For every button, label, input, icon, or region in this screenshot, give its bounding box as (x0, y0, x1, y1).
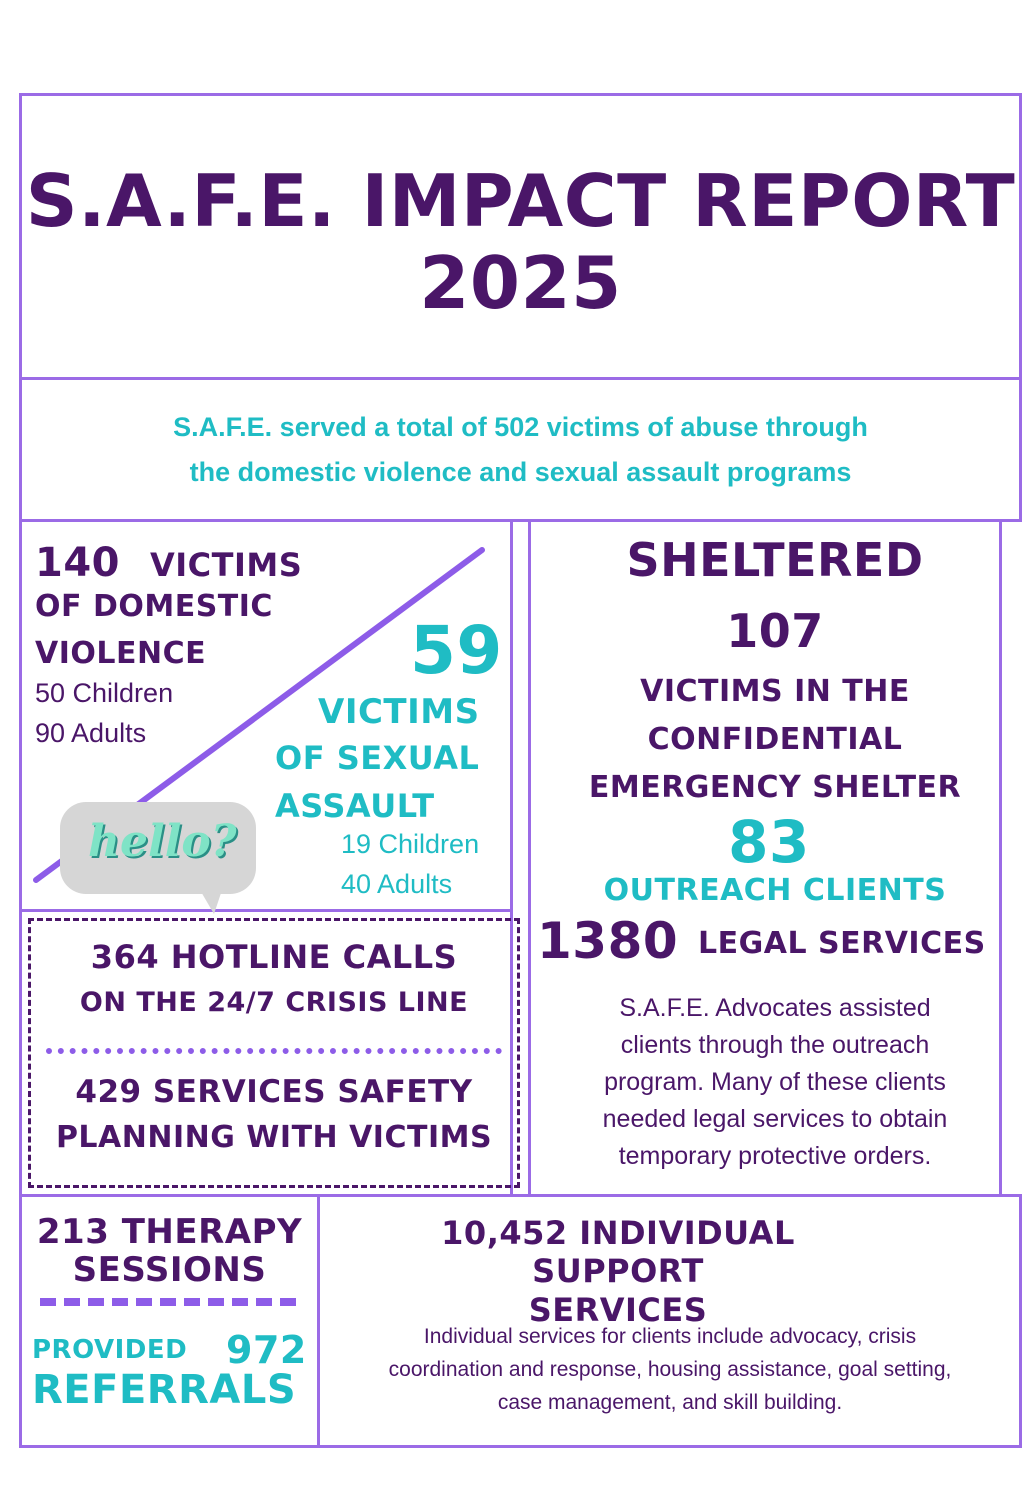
domestic-count: 140 (35, 540, 120, 586)
individual-description (320, 1320, 1020, 1419)
hotline-line-1: 364 HOTLINE CALLS (90, 938, 458, 976)
advocates-line-2: clients through the outreach (620, 1031, 930, 1059)
advocates-line-1: S.A.F.E. Advocates assisted (619, 994, 931, 1022)
speech-bubble-tail (200, 890, 230, 916)
hello-speech-bubble (60, 802, 256, 894)
sexual-children: 19 Children (341, 829, 480, 859)
advocates-line-4: needed legal services to obtain (602, 1105, 948, 1133)
sexual-label-2: OF SEXUAL (275, 739, 480, 777)
dashed-divider (40, 1298, 296, 1306)
referrals-label: REFERRALS (32, 1367, 297, 1413)
title-line-2: 2025 (419, 241, 622, 325)
advocates-line-3: program. Many of these clients (604, 1068, 946, 1096)
advocates-paragraph (528, 990, 1022, 1175)
domestic-label-2: OF DOMESTIC (35, 589, 273, 624)
sheltered-line-1: VICTIMS IN THE (640, 674, 910, 709)
dotted-divider (46, 1048, 502, 1054)
outreach-label: OUTREACH CLIENTS (603, 873, 947, 908)
sheltered-count: 107 (726, 604, 824, 658)
advocates-line-5: temporary protective orders. (618, 1142, 932, 1170)
individual-line-2: SUPPORT (532, 1252, 704, 1290)
sheltered-line-2: CONFIDENTIAL (647, 722, 903, 757)
individual-line-1: 10,452 INDIVIDUAL (441, 1214, 795, 1252)
therapy-line-2: SESSIONS (72, 1250, 267, 1290)
sexual-adults: 40 Adults (341, 869, 453, 899)
sexual-label-1: VICTIMS (318, 692, 480, 732)
referral-count: 972 (226, 1328, 307, 1372)
legal-count: 1380 (537, 912, 679, 970)
domestic-adults: 90 Adults (35, 718, 147, 748)
summary-line-1: S.A.F.E. served a total of 502 victims of abuse through (173, 412, 868, 442)
sexual-label-3: ASSAULT (275, 787, 435, 825)
individual-desc-3: case management, and skill building. (497, 1391, 843, 1414)
individual-desc-1: Individual services for clients include advocacy, crisis (423, 1325, 917, 1348)
hotline-line-2: ON THE 24/7 CRISIS LINE (79, 987, 469, 1018)
provided-label: PROVIDED (32, 1335, 188, 1365)
individual-desc-2: coordination and response, housing assistance, goal setting, (388, 1358, 952, 1381)
therapy-line-1: 213 THERAPY (36, 1212, 303, 1252)
title-line-1: S.A.F.E. IMPACT REPORT (25, 159, 1016, 243)
individual-line-3: SERVICES (528, 1291, 708, 1329)
domestic-label-1: VICTIMS (150, 546, 303, 584)
sheltered-heading: SHELTERED (626, 533, 924, 587)
sexual-count: 59 (410, 612, 503, 689)
legal-label: LEGAL SERVICES (698, 926, 986, 961)
safety-line-2: PLANNING WITH VICTIMS (55, 1120, 493, 1155)
safety-line-1: 429 SERVICES SAFETY (75, 1074, 473, 1110)
domestic-label-3: VIOLENCE (35, 636, 207, 671)
sheltered-line-3: EMERGENCY SHELTER (588, 770, 962, 805)
outreach-count: 83 (728, 808, 810, 876)
summary-line-2: the domestic violence and sexual assault programs (189, 457, 852, 487)
domestic-children: 50 Children (35, 678, 174, 708)
hello-text: hello? (88, 816, 237, 867)
